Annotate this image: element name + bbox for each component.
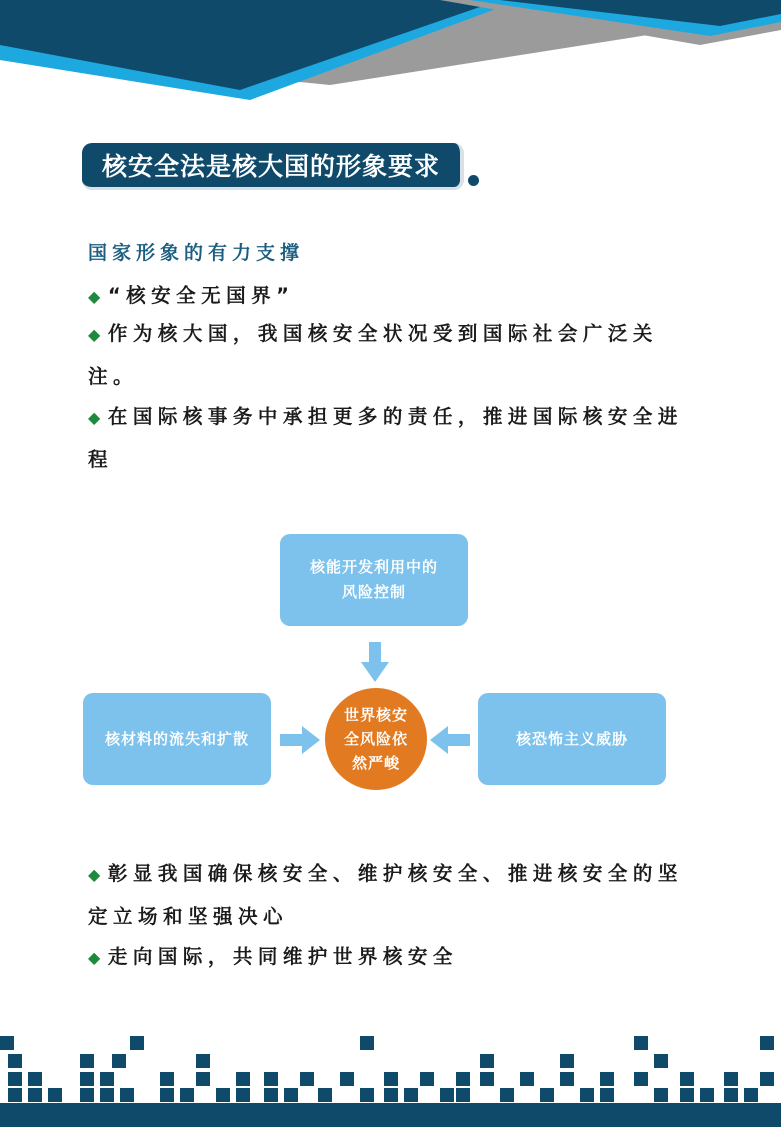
- arrow-left-icon: [430, 726, 470, 754]
- diagram-box-right: [478, 693, 666, 785]
- bullet-text-5: 走向国际，共同维护世界核安全: [107, 945, 458, 968]
- bullet-item-3: [88, 396, 688, 481]
- diamond-bullet-icon: ◆: [88, 948, 106, 967]
- title-banner: [82, 143, 464, 190]
- bullet-item-5: [88, 936, 688, 979]
- diamond-bullet-icon: ◆: [88, 287, 106, 306]
- header-decoration: [0, 0, 781, 110]
- diamond-bullet-icon: ◆: [88, 865, 106, 884]
- diamond-bullet-icon: ◆: [88, 408, 106, 427]
- diagram-box-left-label: 核材料的流失和扩散: [104, 729, 249, 748]
- bullet-text-1: “核安全无国界”: [107, 284, 295, 307]
- diagram-center-circle: [325, 688, 427, 790]
- footer-decoration: [0, 1020, 781, 1127]
- bullet-item-4: [88, 853, 688, 938]
- page-title: 核安全法是核大国的形象要求: [101, 152, 440, 181]
- diagram-box-top: [280, 534, 468, 626]
- bullet-text-2: 作为核大国，我国核安全状况受到国际社会广泛关注。: [88, 322, 658, 388]
- arrow-right-icon: [280, 726, 320, 754]
- bullet-item-1: [88, 275, 688, 318]
- diagram-box-left: [83, 693, 271, 785]
- diagram-center-label: 世界核安 全风险依 然严峻: [343, 706, 408, 772]
- diagram-box-top-label: 核能开发利用中的 风险控制: [309, 558, 438, 601]
- section-subheading: 国家形象的有力支撑: [88, 242, 305, 264]
- bullet-text-4: 彰显我国确保核安全、维护核安全、推进核安全的坚定立场和坚强决心: [88, 862, 683, 928]
- arrow-down-icon: [361, 642, 389, 682]
- title-dot: [468, 175, 479, 186]
- bullet-text-3: 在国际核事务中承担更多的责任，推进国际核安全进程: [88, 405, 683, 471]
- diagram-box-right-label: 核恐怖主义威胁: [515, 729, 628, 748]
- bullet-item-2: [88, 313, 688, 398]
- diamond-bullet-icon: ◆: [88, 325, 106, 344]
